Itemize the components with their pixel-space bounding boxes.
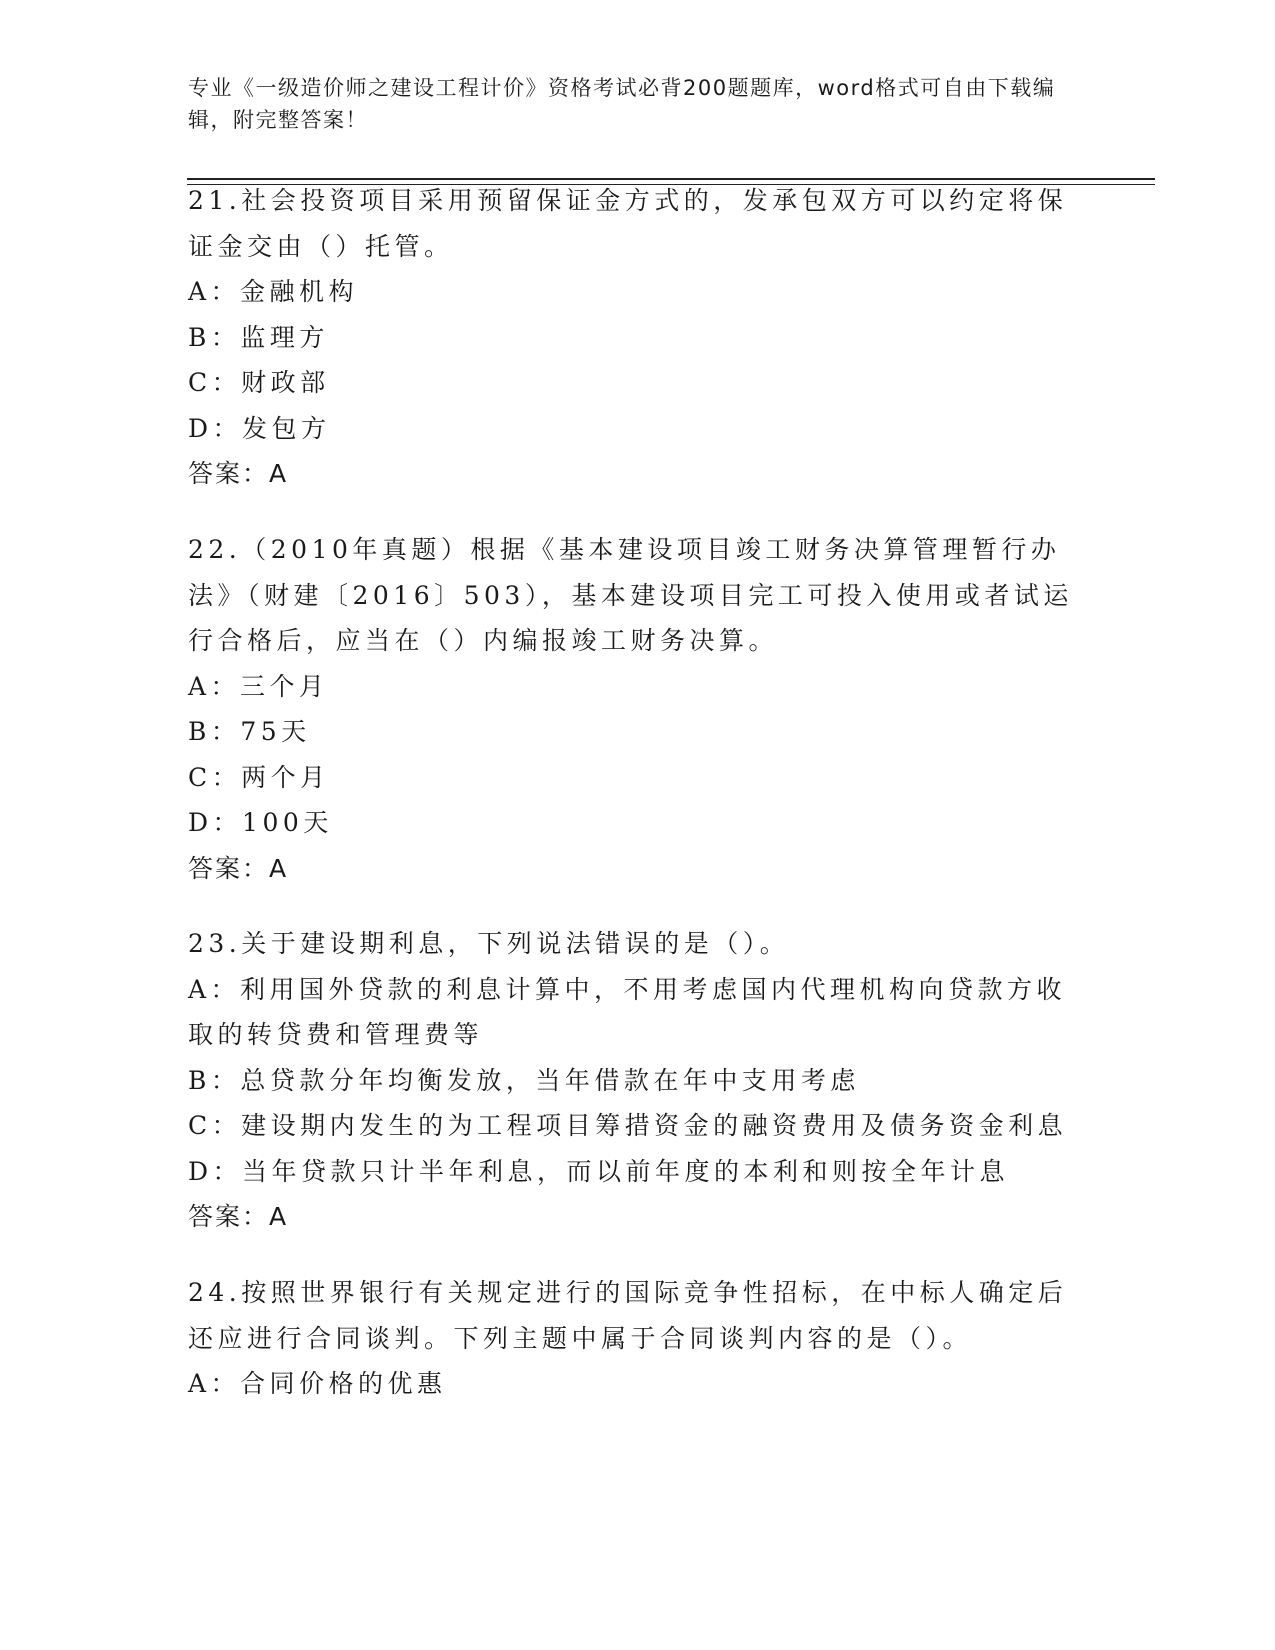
answer-text: 答案：A [188, 459, 289, 488]
option-b: B：总贷款分年均衡发放，当年借款在年中支用考虑 [188, 1065, 860, 1095]
option-d: D：当年贷款只计半年利息，而以前年度的本利和则按全年计息 [188, 1156, 1010, 1186]
question-stem: 21.社会投资项目采用预留保证金方式的，发承包双方可以约定将保证金交由（）托管。 [188, 186, 1068, 261]
answer-text: 答案：A [188, 1202, 289, 1231]
answer-text: 答案：A [188, 853, 289, 883]
option-b: B：监理方 [188, 322, 329, 352]
option-b: B：75天 [188, 717, 311, 746]
option-a: A：三个月 [188, 671, 329, 701]
option-a: A：利用国外贷款的利息计算中，不用考虑国内代理机构向贷款方收取的转贷费和管理费等 [188, 974, 1067, 1049]
option-c: C：两个月 [188, 762, 330, 792]
question-24 [188, 1270, 1088, 1407]
question-stem: 24.按照世界银行有关规定进行的国际竞争性招标，在中标人确定后还应进行合同谈判。下列主题中属于合同谈判内容的是（）。 [188, 1278, 1068, 1353]
question-23 [188, 921, 1088, 1240]
question-stem: 23.关于建设期利息，下列说法错误的是（）。 [188, 929, 790, 958]
question-21 [188, 178, 1088, 497]
option-d: D：100天 [188, 808, 333, 837]
option-a: A：金融机构 [188, 277, 359, 306]
document-header: 专业《一级造价师之建设工程计价》资格考试必背200题题库，word格式可自由下载编辑，附完整答案！ [188, 76, 1056, 132]
option-d: D：发包方 [188, 413, 331, 443]
question-stem: 22.（2010年真题）根据《基本建设项目竣工财务决算管理暂行办法》（财建〔2016〕503），基本建设项目完工可投入使用或者试运行合格后，应当在（）内编报竣工财务决算。 [188, 535, 1073, 655]
option-a: A：合同价格的优惠 [188, 1369, 447, 1398]
option-c: C：财政部 [188, 368, 330, 397]
question-22 [188, 527, 1088, 891]
option-c: C：建设期内发生的为工程项目筹措资金的融资费用及债务资金利息 [188, 1111, 1068, 1140]
